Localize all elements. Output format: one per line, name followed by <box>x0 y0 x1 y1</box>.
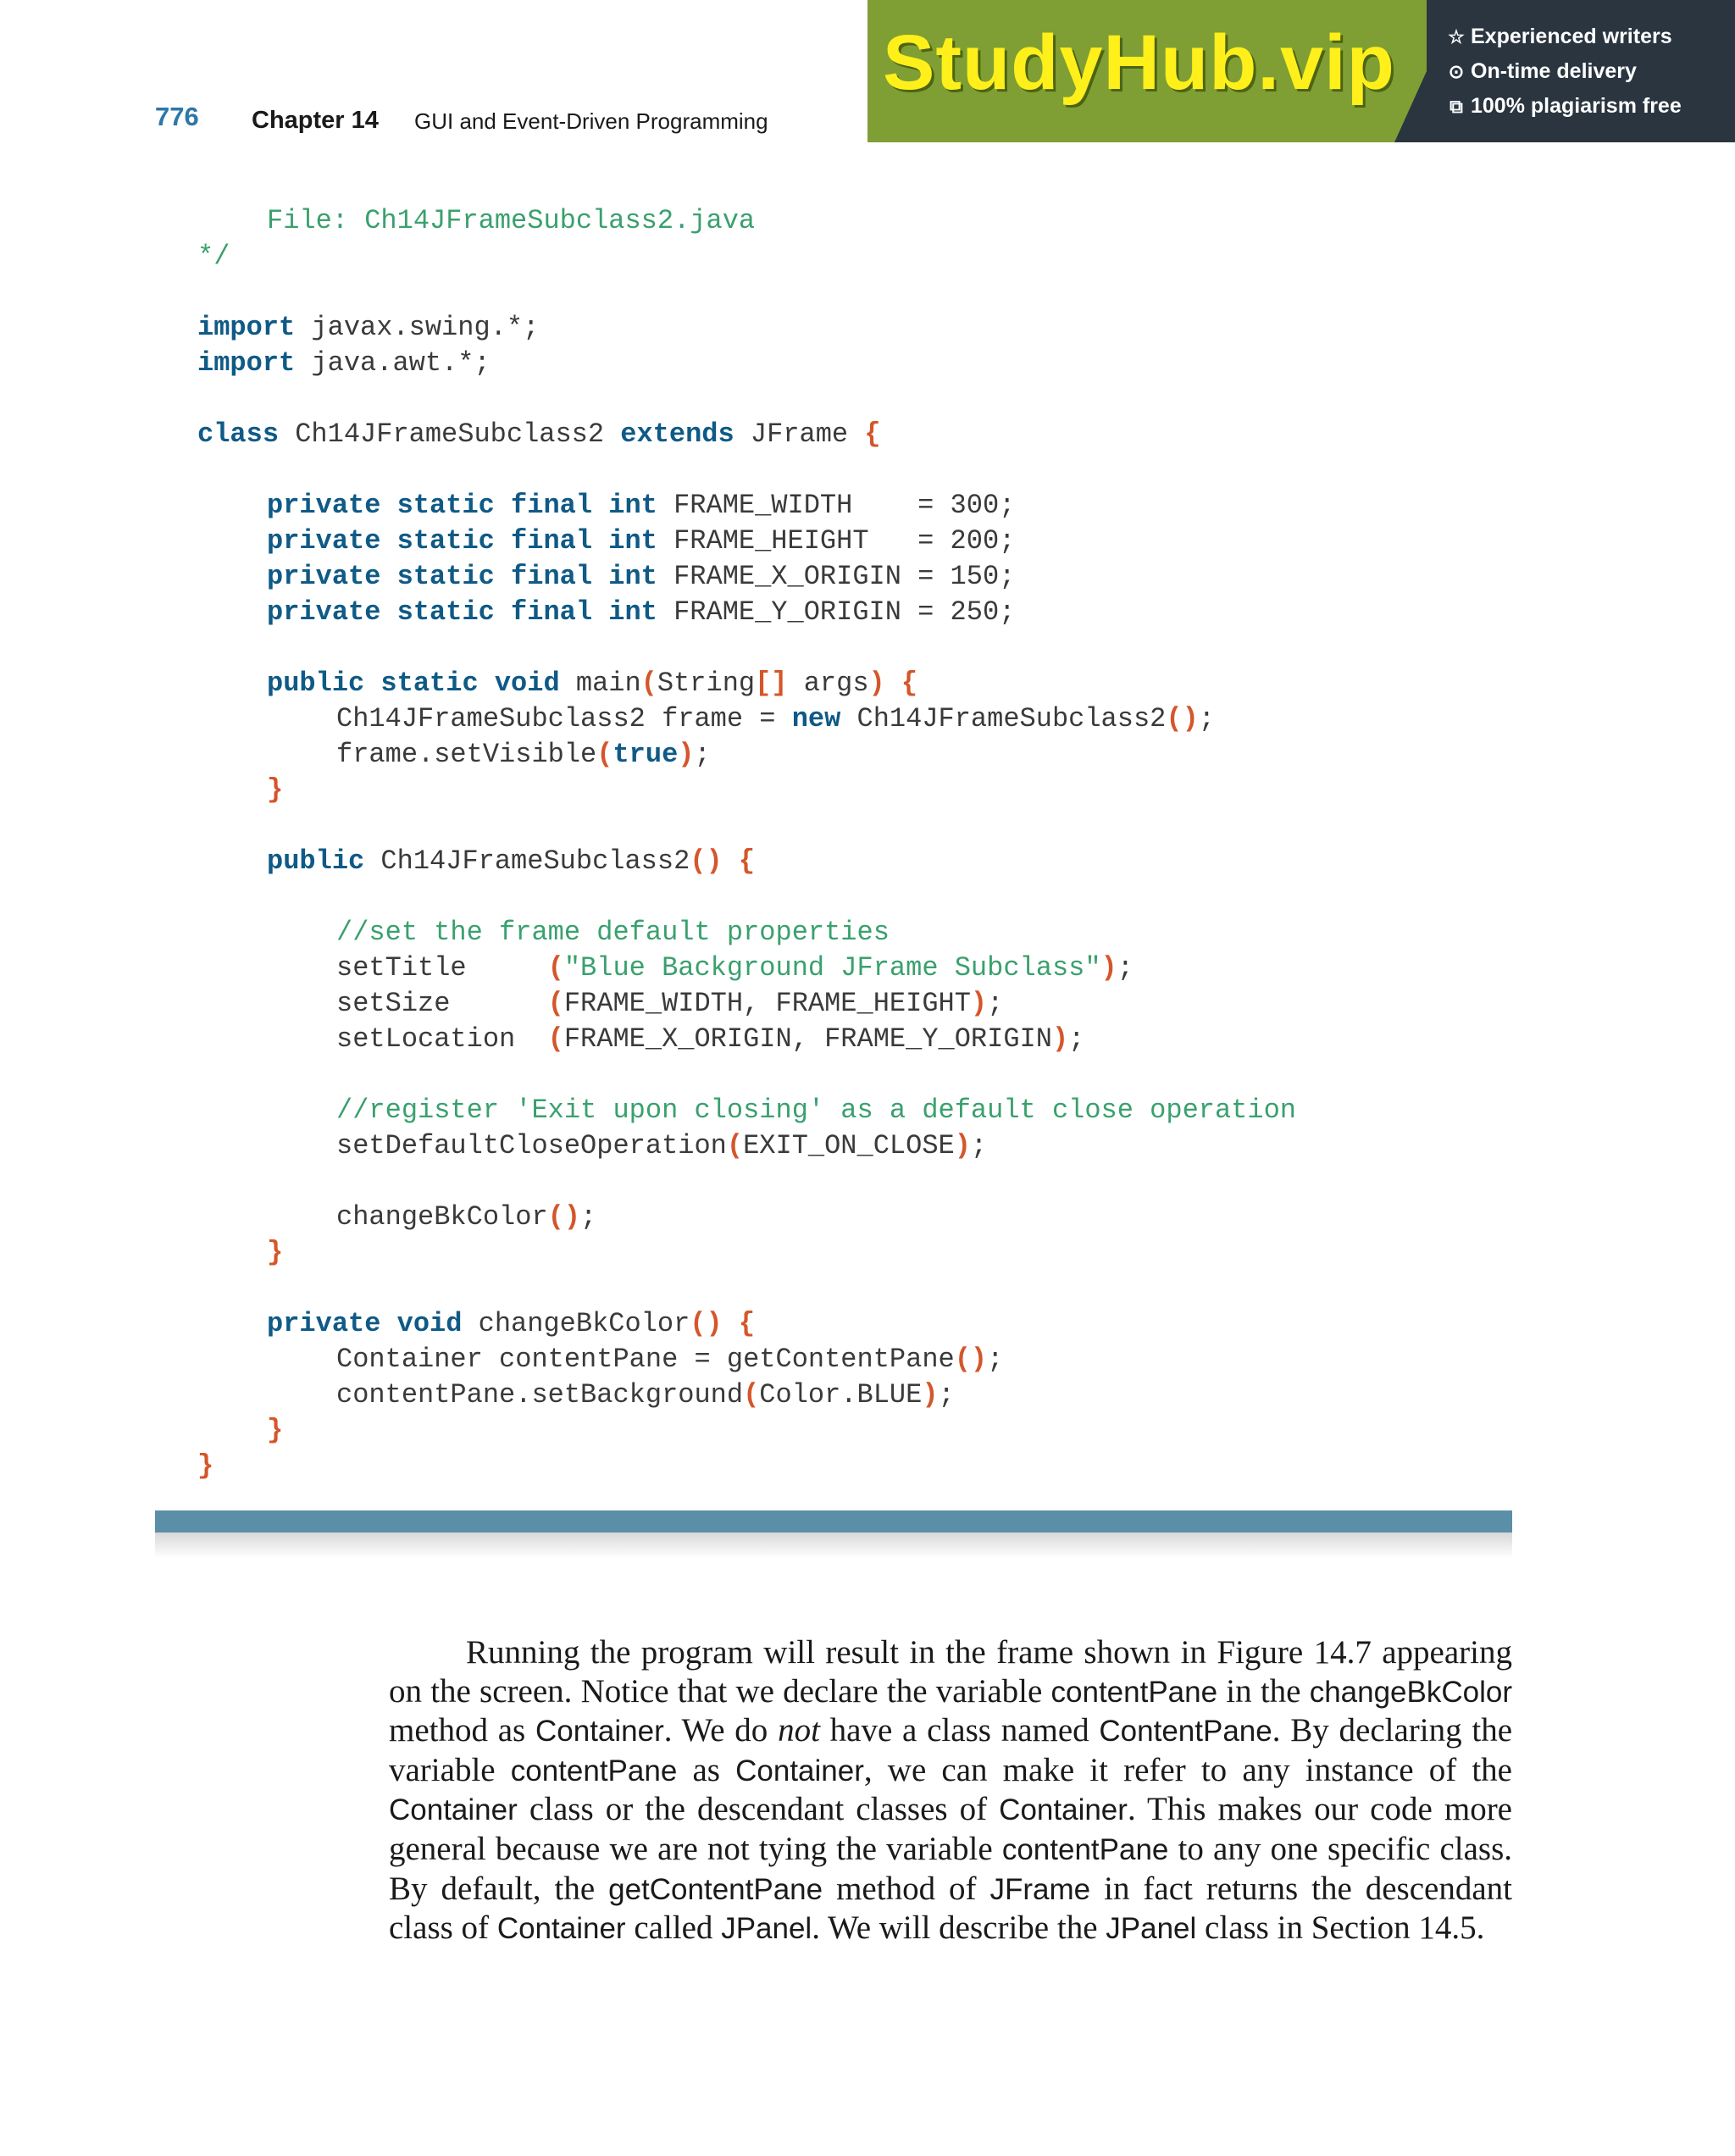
text-run: in the <box>1217 1672 1310 1710</box>
feature-text: Experienced writers <box>1471 25 1672 48</box>
code-term: Container <box>999 1793 1128 1827</box>
code-import-awt: import java.awt.*; <box>197 347 491 379</box>
studyhub-banner[interactable] <box>868 0 1735 142</box>
code-term: getContentPane <box>608 1872 823 1906</box>
code-term: Container <box>496 1912 626 1946</box>
code-term: contentPane <box>1050 1675 1218 1709</box>
code-set-close-op: setDefaultCloseOperation(EXIT_ON_CLOSE); <box>336 1130 988 1161</box>
brand-logo: StudyHub.vip <box>883 19 1395 106</box>
star-icon: ☆ <box>1448 25 1465 47</box>
copy-icon: ⧉ <box>1450 95 1463 117</box>
code-set-size: setSize (FRAME_WIDTH, FRAME_HEIGHT); <box>336 988 1004 1019</box>
code-class-decl: class Ch14JFrameSubclass2 extends JFrame { <box>197 418 881 450</box>
code-import-swing: import javax.swing.*; <box>197 312 540 343</box>
code-term: Container <box>535 1715 664 1749</box>
paragraph-text <box>389 1633 1512 1948</box>
chapter-title: GUI and Event-Driven Programming <box>414 108 768 134</box>
divider-shadow <box>155 1532 1512 1558</box>
code-term: Container <box>735 1754 864 1787</box>
text-run: in fact returns the descendant class of <box>389 1870 1513 1947</box>
text-run: class in Section 14.5. <box>1196 1909 1485 1947</box>
code-term: contentPane <box>510 1754 678 1787</box>
text-run: method of <box>823 1870 990 1907</box>
code-brace: } <box>267 1237 284 1268</box>
text-run: class or the descendant classes of <box>517 1791 1000 1828</box>
code-constant: private static final int FRAME_HEIGHT = 200; <box>267 525 1016 557</box>
code-brace: } <box>267 1415 284 1446</box>
text-run: as <box>677 1751 736 1788</box>
code-set-visible: frame.setVisible(true); <box>336 739 711 770</box>
code-term: ContentPane <box>1099 1715 1272 1749</box>
text-run: . We will describe the <box>812 1909 1106 1947</box>
emphasis-text: not <box>778 1712 820 1749</box>
code-constant: private static final int FRAME_Y_ORIGIN = 250; <box>267 596 1016 628</box>
code-comment-end: */ <box>197 241 230 272</box>
code-term: JFrame <box>989 1872 1091 1906</box>
text-run: method as <box>389 1712 535 1749</box>
banner-green-panel <box>868 0 1427 142</box>
code-term: Container <box>389 1793 518 1827</box>
code-ctor-sig: public Ch14JFrameSubclass2() { <box>267 845 756 877</box>
feature-text: 100% plagiarism free <box>1471 94 1682 118</box>
text-run: called <box>625 1909 722 1947</box>
code-term: changeBkColor <box>1309 1675 1512 1709</box>
text-run: . By declaring the variable <box>389 1712 1513 1788</box>
code-comment-props: //set the frame default properties <box>336 917 890 948</box>
code-brace: } <box>197 1450 214 1482</box>
text-run: . We do <box>663 1712 779 1749</box>
page-number: 776 <box>155 102 199 131</box>
code-brace: } <box>267 774 284 806</box>
feature-plagiarism <box>1445 94 1682 119</box>
body-paragraph <box>389 1633 1512 1948</box>
code-set-bg: contentPane.setBackground(Color.BLUE); <box>336 1379 955 1411</box>
feature-experienced <box>1445 25 1672 49</box>
code-main-sig: public static void main(String[] args) { <box>267 668 918 699</box>
chapter-label: Chapter 14 <box>252 107 379 134</box>
code-change-method: private void changeBkColor() { <box>267 1308 756 1339</box>
code-term: JPanel <box>721 1912 812 1946</box>
text-run: , we can make it refer to any instance of the <box>863 1751 1512 1788</box>
code-set-location: setLocation (FRAME_X_ORIGIN, FRAME_Y_ORIGIN); <box>336 1023 1085 1055</box>
code-constant: private static final int FRAME_WIDTH = 300; <box>267 490 1016 521</box>
feature-text: On-time delivery <box>1471 59 1637 83</box>
code-file-comment: File: Ch14JFrameSubclass2.java <box>267 205 756 236</box>
section-divider <box>155 1510 1512 1532</box>
code-comment-close: //register 'Exit upon closing' as a default close operation <box>336 1095 1296 1126</box>
code-change-call: changeBkColor(); <box>336 1201 597 1233</box>
text-run: . This makes our code more general because we are not tying the variable <box>389 1791 1512 1867</box>
code-term: contentPane <box>1001 1832 1169 1866</box>
code-constant: private static final int FRAME_X_ORIGIN = 150; <box>267 561 1016 592</box>
code-term: JPanel <box>1106 1912 1197 1946</box>
text-run: to any one specific class. By default, the <box>389 1830 1513 1907</box>
text-run: Running the program will result in the frame shown in Figure 14.7 appearing on the screen. Notice that we declare the variable <box>389 1634 1512 1710</box>
text-run: have a class named <box>819 1712 1100 1749</box>
code-container-decl: Container contentPane = getContentPane(); <box>336 1344 1004 1375</box>
feature-on-time <box>1445 59 1637 84</box>
code-set-title: setTitle ("Blue Background JFrame Subclass"); <box>336 952 1134 984</box>
code-frame-new: Ch14JFrameSubclass2 frame = new Ch14JFrameSubclass2(); <box>336 703 1215 734</box>
clock-icon: ⊙ <box>1448 60 1465 82</box>
